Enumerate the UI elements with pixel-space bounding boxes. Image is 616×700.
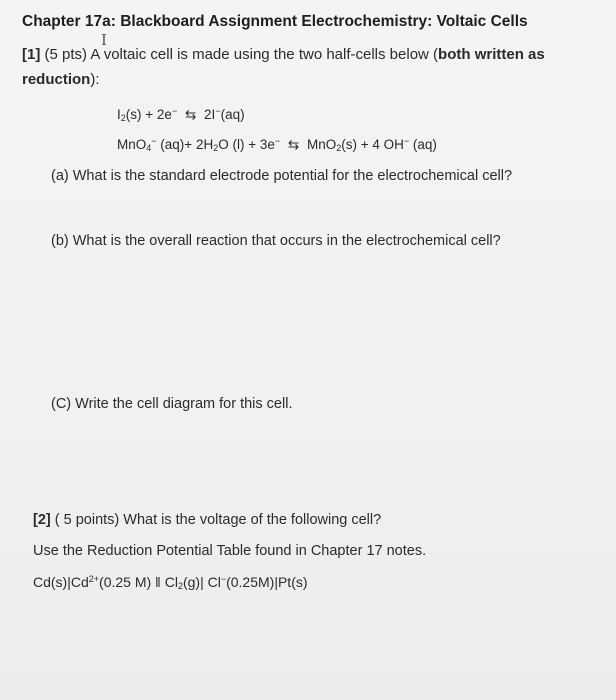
rxn1-iodine: I — [117, 107, 121, 122]
rxn1-sup-minus-2: − — [215, 106, 221, 116]
cell-sub-2: 2 — [177, 581, 183, 591]
question-1-emphasis-2: reduction — [22, 71, 91, 88]
rxn2-sup-minus-3: − — [403, 136, 410, 146]
question-1-points: (5 pts) — [44, 46, 88, 63]
question-2-body: ( 5 points) What is the voltage of the following cell? — [50, 512, 382, 528]
cell-cl: (g)| Cl — [182, 574, 221, 590]
cell-cd-conc: (0.25 M) ‖ Cl — [99, 574, 178, 590]
rxn2-water: (aq)+ 2H — [156, 137, 214, 152]
text-cursor-icon: I — [101, 31, 107, 49]
rxn2-sub-2b: 2 — [336, 143, 342, 153]
rxn2-hydroxide: (s) + 4 OH — [341, 137, 404, 152]
equilibrium-arrow-icon: ⇆ — [184, 107, 197, 122]
rxn1-sub-2: 2 — [120, 113, 126, 123]
question-1-text — [22, 46, 545, 63]
rxn1-electrons: (s) + 2e — [125, 107, 172, 122]
rxn2-sup-minus-2: − — [274, 136, 281, 146]
question-1-emphasis: both written as — [438, 46, 545, 63]
question-1-body: A voltaic cell is made using the two half-cells below ( — [90, 46, 439, 63]
rxn2-mno4: MnO — [117, 137, 147, 152]
rxn1-sup-minus: − — [171, 106, 178, 116]
question-1-number: [1] — [22, 46, 41, 63]
rxn2-sub-4: 4 — [146, 143, 152, 153]
half-reaction-permanganate — [117, 136, 437, 153]
half-reaction-iodine — [117, 106, 245, 123]
question-1-text-cont — [22, 71, 100, 88]
cell-cl-conc: (0.25M)|Pt(s) — [226, 574, 308, 590]
question-2-number: [2] — [33, 512, 51, 528]
equilibrium-arrow-icon: ⇆ — [287, 137, 300, 152]
rxn2-sup-minus: − — [151, 136, 157, 146]
cell-cd: Cd(s)|Cd — [33, 574, 89, 590]
rxn1-iodide: 2I — [204, 107, 216, 122]
cell-sup-minus: − — [220, 574, 227, 584]
rxn2-mno2: MnO — [306, 137, 337, 152]
rxn1-state: (aq) — [220, 107, 245, 122]
rxn2-sub-2: 2 — [213, 143, 219, 153]
question-1-end: ): — [90, 71, 100, 88]
question-1c: (C) Write the cell diagram for this cell. — [51, 396, 293, 412]
question-1a: (a) What is the standard electrode potential for the electrochemical cell? — [51, 168, 513, 184]
rxn2-state: (aq) — [409, 137, 437, 152]
rxn2-electrons: O (l) + 3e — [218, 137, 275, 152]
page-title: Chapter 17a: Blackboard Assignment Electrochemistry: Voltaic Cells — [22, 13, 528, 30]
question-2-text — [33, 512, 381, 528]
cell-sup-2plus: 2+ — [88, 574, 100, 584]
question-1b: (b) What is the overall reaction that occurs in the electrochemical cell? — [51, 233, 501, 249]
question-2-note: Use the Reduction Potential Table found in Chapter 17 notes. — [33, 543, 427, 559]
cell-notation — [33, 574, 308, 591]
